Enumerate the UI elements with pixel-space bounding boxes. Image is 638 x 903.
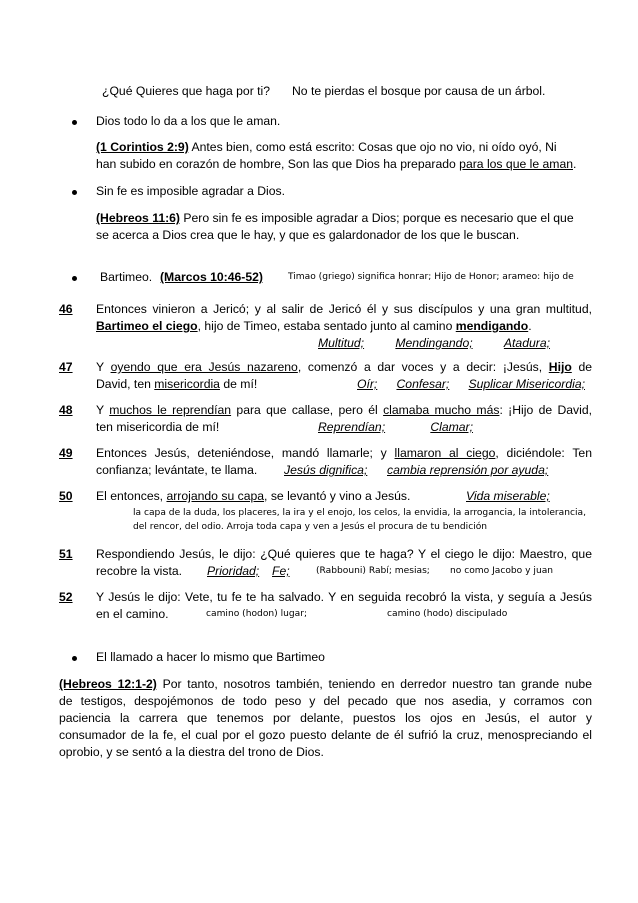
verse-text: : ¡Hijo de David,: [499, 403, 593, 417]
scripture-ref: (Hebreos 11:6): [96, 211, 180, 225]
verse-number: 50: [59, 489, 73, 503]
scripture-text: Antes bien, como está escrito: Cosas que ojo no vio, ni oído oyó, Ni: [188, 140, 557, 154]
verse-line: [96, 360, 592, 374]
bullet-text: Bartimeo.: [100, 270, 153, 284]
side-note: del rencor, del odio. Arroja toda capa y ven a Jesús el procura de tu bendición: [133, 522, 488, 532]
scripture-text: .: [573, 157, 577, 171]
bullet-dot: [72, 656, 77, 661]
hebreos12-line2: de testigos, despojémonos de todo peso y del pecado que nos asedia, y corramos con: [59, 694, 592, 708]
hebreos12-line1: [59, 677, 592, 691]
verse-text: , hijo de Timeo, estaba sentado junto al camino: [197, 319, 456, 333]
verse-line: recobre la vista.: [96, 564, 183, 578]
verse-number: 51: [59, 547, 73, 561]
verse-line: [96, 446, 592, 460]
note: Oír;: [357, 377, 378, 391]
verse-text: de: [571, 360, 593, 374]
note: Prioridad;: [207, 564, 260, 578]
verse-text: Y: [96, 403, 110, 417]
verse-notes: [318, 336, 550, 350]
side-note: camino (hodon) lugar;: [206, 609, 308, 619]
highlight: mendigando: [455, 319, 529, 333]
verse-line: en el camino.: [96, 607, 169, 621]
scripture-text: Por tanto, nosotros también, teniendo en derredor nuestro tan grande nube: [156, 677, 592, 691]
note: Confesar;: [396, 377, 450, 391]
side-note: (Rabbouni) Rabí; mesias;: [316, 566, 430, 576]
verse-number: 52: [59, 590, 73, 604]
note: Atadura;: [503, 336, 550, 350]
scripture-ref: (1 Corintios 2:9): [96, 140, 189, 154]
verse-text: El entonces,: [96, 489, 167, 503]
side-note: Timao (griego) significa honrar; Hijo de Honor; arameo: hijo de: [288, 272, 574, 282]
hebreos12-line3: paciencia la carrera que tenemos por delante, puestos los ojos en Jesús, el autor y: [59, 711, 592, 725]
corintios-line1: [96, 140, 557, 154]
side-note: no como Jacobo y juan: [450, 566, 554, 576]
verse-number: 49: [59, 446, 73, 460]
note: Multitud;: [318, 336, 365, 350]
scripture-text: han subido en corazón de hombre, Son las que Dios ha preparado: [96, 157, 460, 171]
bullet-text: Sin fe es imposible agradar a Dios.: [96, 184, 286, 198]
verse-text: Y: [96, 360, 111, 374]
header-subtitle: No te pierdas el bosque por causa de un árbol.: [292, 84, 546, 98]
side-note: la capa de la duda, los placeres, la ira y el enojo, los celos, la envidia, la arrogancia, la intolerancia,: [133, 508, 586, 518]
scripture-ref: (Hebreos 12:1-2): [59, 677, 157, 691]
verse-line: [96, 377, 257, 391]
verse-notes: [357, 377, 585, 391]
corintios-line2: [96, 157, 576, 171]
verse-text: Entonces Jesús, deteniéndose, mandó llamarle; y: [96, 446, 395, 460]
verse-line: Entonces vinieron a Jericó; y al salir de Jericó él y sus discípulos y una gran multitud,: [96, 302, 592, 316]
underlined-phrase: muchos le reprendían: [109, 403, 232, 417]
verse-line: Respondiendo Jesús, le dijo: ¿Qué quieres que te haga? Y el ciego le dijo: Maestro, que: [96, 547, 592, 561]
highlight: Bartimeo el ciego: [96, 319, 198, 333]
hebreos116-line2: se acerca a Dios crea que le hay, y que es galardonador de los que le buscan.: [96, 228, 520, 242]
underlined-phrase: oyendo que era Jesús nazareno: [110, 360, 298, 374]
verse-text: de mí!: [219, 377, 258, 391]
scripture-ref: (Marcos 10:46-52): [160, 270, 263, 284]
verse-line: Y Jesús le dijo: Vete, tu fe te ha salvado. Y en seguida recobró la vista, y seguía a Jesús: [96, 590, 592, 604]
verse-line: [96, 403, 592, 417]
verse-text: , comenzó a dar voces y a decir: ¡Jesús,: [297, 360, 549, 374]
highlight: Hijo: [548, 360, 572, 374]
bullet-dot: [72, 276, 77, 281]
hebreos12-line4: consumador de la fe, el cual por el gozo puesto delante de él sufrió la cruz, menospreciando el: [59, 728, 592, 742]
underlined-phrase: para los que le aman: [459, 157, 573, 171]
note: Reprendían;: [318, 420, 386, 434]
underlined-phrase: clamaba mucho más: [383, 403, 500, 417]
underlined-phrase: arrojando su capa: [166, 489, 265, 503]
verse-number: 48: [59, 403, 73, 417]
bullet-text: Dios todo lo da a los que le aman.: [96, 114, 281, 128]
hebreos12-line5: oprobio, y se sentó a la diestra del trono de Dios.: [59, 745, 324, 759]
side-note: camino (hodo) discipulado: [387, 609, 508, 619]
underlined-phrase: llamaron al ciego: [394, 446, 496, 460]
note: Fe;: [272, 564, 290, 578]
hebreos116-line1: [96, 211, 574, 225]
note: Suplicar Misericordia;: [468, 377, 585, 391]
verse-text: , diciéndole: Ten: [495, 446, 592, 460]
verse-notes: [318, 420, 473, 434]
bullet-dot: [72, 120, 77, 125]
verse-line: [96, 489, 410, 503]
verse-number: 46: [59, 302, 73, 316]
verse-text: David, ten: [96, 377, 155, 391]
scripture-text: Pero sin fe es imposible agradar a Dios; porque es necesario que el que: [180, 211, 574, 225]
underlined-phrase: misericordia: [154, 377, 220, 391]
verse-text: .: [528, 319, 532, 333]
verse-text: para que callase, pero él: [231, 403, 384, 417]
note: cambia reprensión por ayuda;: [387, 463, 549, 477]
bullet-text: El llamado a hacer lo mismo que Bartimeo: [96, 650, 325, 664]
verse-text: , se levantó y vino a Jesús.: [264, 489, 411, 503]
verse-number: 47: [59, 360, 73, 374]
note: Clamar;: [430, 420, 473, 434]
verse-line: [96, 319, 532, 333]
header-question: ¿Qué Quieres que haga por ti?: [102, 84, 271, 98]
note: Mendingando;: [395, 336, 473, 350]
verse-line: ten misericordia de mí!: [96, 420, 220, 434]
bullet-dot: [72, 190, 77, 195]
note: Jesús dignifica;: [284, 463, 368, 477]
note: Vida miserable;: [466, 489, 550, 503]
verse-line: confianza; levántate, te llama.: [96, 463, 258, 477]
